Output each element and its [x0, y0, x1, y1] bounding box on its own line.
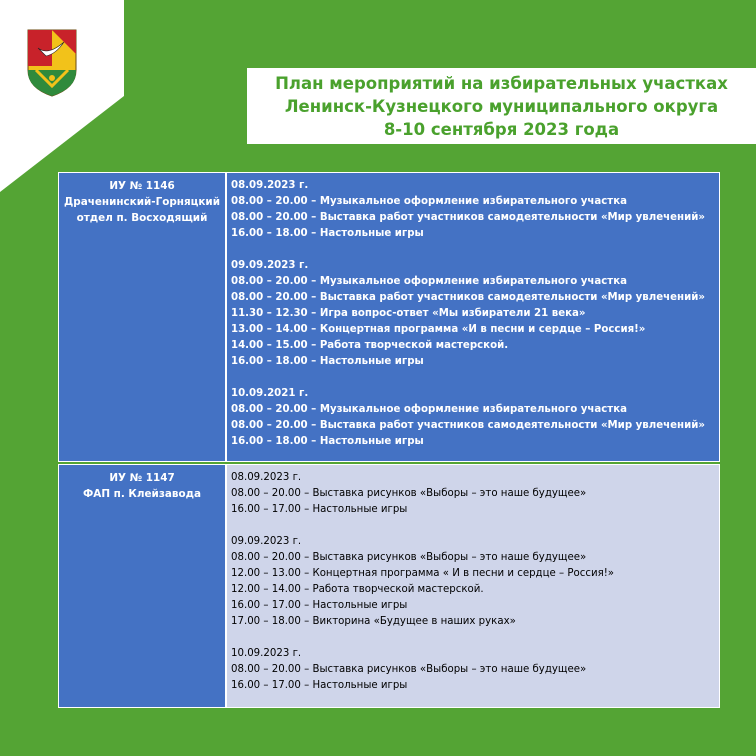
day-date: 10.09.2021 г.	[231, 388, 309, 399]
event-item: 08.00 – 20.00 – Выставка рисунков «Выборы – это наше будущее»	[231, 488, 587, 499]
station-name: Драченинский-Горняцкий	[64, 196, 220, 208]
event-item: 16.00 – 17.00 – Настольные игры	[231, 680, 408, 691]
day-date: 08.09.2023 г.	[231, 472, 302, 483]
event-item: 08.00 – 20.00 – Выставка работ участников самодеятельности «Мир увлечений»	[231, 292, 705, 303]
event-item: 14.00 – 15.00 – Работа творческой мастерской.	[231, 340, 509, 351]
station-name: отдел п. Восходящий	[76, 212, 208, 224]
event-item: 12.00 – 13.00 – Концертная программа « И в песни и сердце – Россия!»	[231, 568, 615, 579]
station-number: ИУ № 1146	[109, 180, 175, 192]
event-item: 08.00 – 20.00 – Выставка работ участников самодеятельности «Мир увлечений»	[231, 212, 705, 223]
event-item: 16.00 – 18.00 – Настольные игры	[231, 228, 424, 239]
event-item: 11.30 – 12.30 – Игра вопрос-ответ «Мы избиратели 21 века»	[231, 308, 586, 319]
event-item: 08.00 – 20.00 – Музыкальное оформление избирательного участка	[231, 276, 627, 287]
event-item: 16.00 – 17.00 – Настольные игры	[231, 504, 408, 515]
title-line-1: План мероприятий на избирательных участках	[275, 73, 728, 93]
table-row	[58, 172, 722, 462]
event-item: 16.00 – 17.00 – Настольные игры	[231, 600, 408, 611]
day-date: 10.09.2023 г.	[231, 648, 302, 659]
event-item: 13.00 – 14.00 – Концертная программа «И в песни и сердце – Россия!»	[231, 324, 646, 335]
event-item: 12.00 – 14.00 – Работа творческой мастерской.	[231, 584, 484, 595]
title-line-3: 8-10 сентября 2023 года	[383, 119, 620, 139]
event-item: 08.00 – 20.00 – Музыкальное оформление избирательного участка	[231, 404, 627, 415]
event-item: 16.00 – 18.00 – Настольные игры	[231, 356, 424, 367]
station-name: ФАП п. Клейзавода	[82, 488, 201, 500]
event-item: 08.00 – 20.00 – Выставка работ участников самодеятельности «Мир увлечений»	[231, 420, 705, 431]
events-cell	[226, 172, 720, 462]
day-date: 09.09.2023 г.	[231, 260, 309, 271]
event-item: 08.00 – 20.00 – Музыкальное оформление избирательного участка	[231, 196, 627, 207]
events-cell	[226, 464, 720, 708]
station-cell	[58, 172, 226, 462]
station-cell	[58, 464, 226, 708]
day-date: 08.09.2023 г.	[231, 180, 309, 191]
table-row	[58, 464, 722, 708]
event-item: 08.00 – 20.00 – Выставка рисунков «Выборы – это наше будущее»	[231, 664, 587, 675]
title-banner	[247, 68, 756, 144]
schedule-table	[58, 172, 722, 708]
title-line-2: Ленинск-Кузнецкого муниципального округа	[284, 96, 719, 116]
event-item: 17.00 – 18.00 – Викторина «Будущее в наших руках»	[231, 616, 516, 627]
day-date: 09.09.2023 г.	[231, 536, 302, 547]
station-number: ИУ № 1147	[109, 472, 175, 484]
coat-of-arms-icon	[24, 26, 80, 98]
event-item: 08.00 – 20.00 – Выставка рисунков «Выборы – это наше будущее»	[231, 552, 587, 563]
event-item: 16.00 – 18.00 – Настольные игры	[231, 436, 424, 447]
